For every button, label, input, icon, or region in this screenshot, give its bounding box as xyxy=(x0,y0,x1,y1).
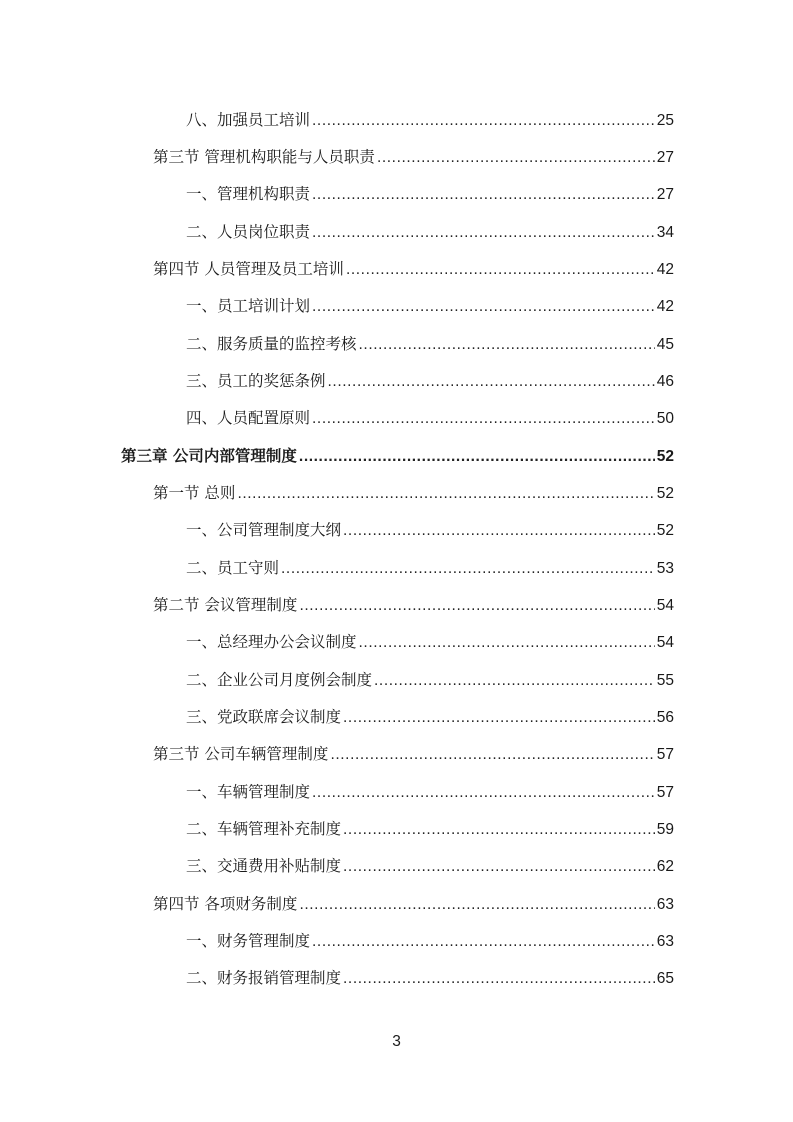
toc-entry[interactable] xyxy=(186,706,674,728)
dot-leader xyxy=(374,670,655,692)
toc-entry[interactable] xyxy=(186,967,674,989)
dot-leader xyxy=(312,184,655,206)
toc-entry[interactable] xyxy=(186,557,674,579)
toc-entry-title: 二、企业公司月度例会制度 xyxy=(186,671,373,689)
toc-entry-title: 二、人员岗位职责 xyxy=(186,223,311,241)
toc-entry-page: 45 xyxy=(656,336,674,353)
dot-leader xyxy=(343,819,655,841)
toc-entry-page: 57 xyxy=(656,746,674,763)
toc-entry-page: 55 xyxy=(656,672,674,689)
dot-leader xyxy=(312,931,655,953)
toc-entry[interactable] xyxy=(186,109,674,131)
dot-leader xyxy=(312,110,655,132)
toc-entry-title: 三、交通费用补贴制度 xyxy=(186,857,342,875)
toc-entry-page: 42 xyxy=(656,261,674,278)
toc-entry-title: 一、员工培训计划 xyxy=(186,297,311,315)
toc-entry[interactable] xyxy=(153,482,674,504)
toc-entry[interactable] xyxy=(186,818,674,840)
toc-entry-title: 第一节 总则 xyxy=(153,484,236,502)
dot-leader xyxy=(343,707,655,729)
toc-entry-page: 59 xyxy=(656,821,674,838)
toc-entry[interactable] xyxy=(153,146,674,168)
dot-leader xyxy=(237,483,654,505)
toc-entry[interactable] xyxy=(186,930,674,952)
toc-entry[interactable] xyxy=(153,258,674,280)
toc-entry-page: 42 xyxy=(656,298,674,315)
toc-entry[interactable] xyxy=(186,407,674,429)
toc-entry[interactable] xyxy=(186,631,674,653)
toc-entry-title: 四、人员配置原则 xyxy=(186,409,311,427)
toc-entry-page: 63 xyxy=(656,933,674,950)
toc-entry[interactable] xyxy=(186,370,674,392)
toc-entry[interactable] xyxy=(186,519,674,541)
toc-entry-title: 一、公司管理制度大纲 xyxy=(186,521,342,539)
toc-entry-page: 52 xyxy=(656,448,674,465)
dot-leader xyxy=(330,744,654,766)
toc-entry[interactable] xyxy=(186,333,674,355)
dot-leader xyxy=(343,968,655,990)
toc-entry-title: 第三节 管理机构职能与人员职责 xyxy=(153,148,375,166)
toc-entry-page: 52 xyxy=(656,485,674,502)
toc-entry-page: 27 xyxy=(656,149,674,166)
toc-entry[interactable] xyxy=(186,295,674,317)
toc-entry-title: 二、车辆管理补充制度 xyxy=(186,820,342,838)
toc-entry[interactable] xyxy=(186,855,674,877)
toc-entry-page: 50 xyxy=(656,410,674,427)
toc-entry-title: 二、员工守则 xyxy=(186,559,280,577)
toc-entry-title: 第四节 各项财务制度 xyxy=(153,895,298,913)
toc-entry-title: 一、总经理办公会议制度 xyxy=(186,633,357,651)
toc-entry-title: 三、党政联席会议制度 xyxy=(186,708,342,726)
page-number: 3 xyxy=(392,1033,401,1050)
toc-entry-page: 46 xyxy=(656,373,674,390)
dot-leader xyxy=(312,296,655,318)
dot-leader xyxy=(299,595,654,617)
toc-entry-title: 第三节 公司车辆管理制度 xyxy=(153,745,329,763)
toc-entry-page: 56 xyxy=(656,709,674,726)
toc-entry-title: 第三章 公司内部管理制度 xyxy=(121,447,297,465)
toc-entry-page: 65 xyxy=(656,970,674,987)
toc-entry-page: 34 xyxy=(656,224,674,241)
toc-entry[interactable] xyxy=(186,221,674,243)
toc-entry-title: 第二节 会议管理制度 xyxy=(153,596,298,614)
toc-entry-title: 第四节 人员管理及员工培训 xyxy=(153,260,344,278)
toc-entry-page: 53 xyxy=(656,560,674,577)
dot-leader xyxy=(359,632,655,654)
toc-entry-title: 一、财务管理制度 xyxy=(186,932,311,950)
toc-entry-title: 一、管理机构职责 xyxy=(186,185,311,203)
toc-entry[interactable] xyxy=(186,183,674,205)
toc-entry[interactable] xyxy=(153,743,674,765)
dot-leader xyxy=(299,446,655,468)
toc-entry[interactable] xyxy=(186,781,674,803)
toc-entry-title: 三、员工的奖惩条例 xyxy=(186,372,326,390)
dot-leader xyxy=(343,520,655,542)
dot-leader xyxy=(281,558,655,580)
toc-entry[interactable] xyxy=(186,669,674,691)
dot-leader xyxy=(312,782,655,804)
toc-entry-title: 八、加强员工培训 xyxy=(186,111,311,129)
toc-chapter-entry[interactable] xyxy=(121,445,674,467)
toc-entry-title: 二、财务报销管理制度 xyxy=(186,969,342,987)
toc-entry-page: 27 xyxy=(656,186,674,203)
dot-leader xyxy=(359,334,655,356)
toc-entry-page: 54 xyxy=(656,634,674,651)
toc-entry-title: 一、车辆管理制度 xyxy=(186,783,311,801)
dot-leader xyxy=(328,371,655,393)
toc-entry[interactable] xyxy=(153,893,674,915)
toc-entry-page: 57 xyxy=(656,784,674,801)
dot-leader xyxy=(346,259,655,281)
toc-entry-page: 63 xyxy=(656,896,674,913)
toc-entry-page: 52 xyxy=(656,522,674,539)
toc-entry-title: 二、服务质量的监控考核 xyxy=(186,335,357,353)
dot-leader xyxy=(312,222,655,244)
dot-leader xyxy=(343,856,655,878)
toc-entry[interactable] xyxy=(153,594,674,616)
dot-leader xyxy=(377,147,655,169)
dot-leader xyxy=(299,894,654,916)
toc-entry-page: 62 xyxy=(656,858,674,875)
dot-leader xyxy=(312,408,655,430)
toc-entry-page: 25 xyxy=(656,112,674,129)
toc-entry-page: 54 xyxy=(656,597,674,614)
